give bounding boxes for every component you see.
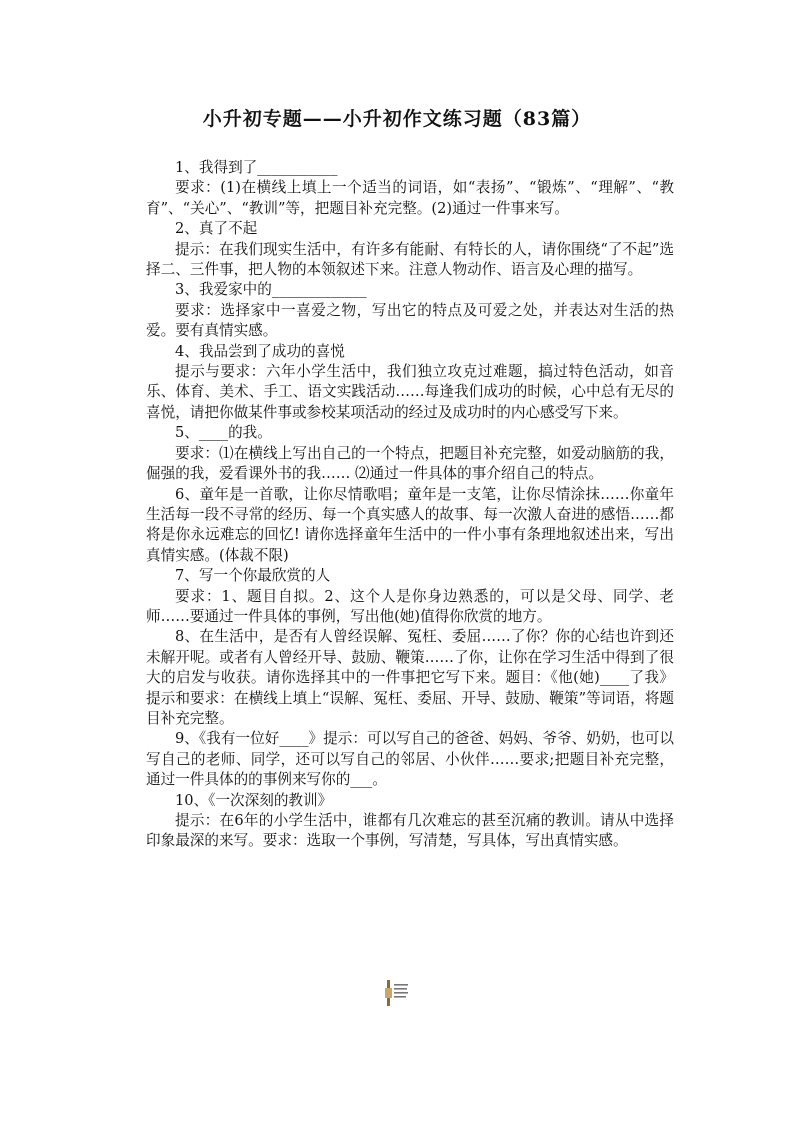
item-8 — [146, 627, 674, 729]
item-text: 要求：选择家中一喜爱之物，写出它的特点及可爱之处，并表达对生活的热爱。要有真情实感。 — [146, 301, 674, 340]
document-title: 小升初专题——小升初作文练习题（83篇） — [202, 108, 592, 130]
item-text: 要求：1、题目自拟。2、这个人是你身边熟悉的，可以是父母、同学、老师……要通过一件具体的事例，写出他(她)值得你欣赏的地方。 — [146, 587, 674, 625]
item-1 — [146, 158, 674, 219]
item-text: 要求：⑴在横线上写出自己的一个特点，把题目补充完整，如爱动脑筋的我，倔强的我，爱看课外书的我…… ⑵通过一件具体的事介绍自己的特点。 — [146, 444, 674, 483]
item-text: 要求：(1)在横线上填上一个适当的词语，如“表扬”、“锻炼”、“理解”、“教育”、“关心”、“教训”等，把题目补充完整。(2)通过一件事来写。 — [146, 179, 674, 217]
item-heading: 3、我爱家中的_____________ — [175, 281, 367, 299]
item-4 — [146, 342, 674, 424]
item-9 — [146, 729, 674, 790]
item-3 — [146, 280, 674, 341]
item-6 — [146, 485, 674, 567]
item-text: 9、《我有一位好____》提示：可以写自己的爸爸、妈妈、爷爷、奶奶，也可以写自己的老师、同学，还可以写自己的邻居、小伙伴……要求;把题目补充完整，通过一件具体的的事例来写你的___。 — [146, 730, 674, 789]
item-heading: 5、____的我。 — [175, 424, 272, 442]
item-text: 8、在生活中，是否有人曾经误解、冤枉、委屈……了你？你的心结也许到还未解开呢。或者有人曾经开导、鼓励、鞭策……了你，让你在学习生活中得到了很大的启发与收获。请你选择其中的一件事把它写下来。题目：《他(她)____了我》 提示和要求：在横线上填上“误解、冤枉、委屈、开导、鼓励、鞭策”等词语，将题目补充完整。 — [146, 628, 674, 727]
document-body — [146, 158, 674, 852]
item-2 — [146, 219, 674, 280]
item-7 — [146, 566, 674, 627]
item-10 — [146, 791, 674, 852]
item-heading: 1、我得到了___________ — [175, 159, 338, 176]
item-heading: 7、写一个你最欣赏的人 — [175, 567, 331, 585]
watermark-logo-icon — [382, 978, 410, 1008]
item-text: 提示与要求：六年小学生活中，我们独立攻克过难题，搞过特色活动，如音乐、体育、美术、手工、语文实践活动……每逢我们成功的时候，心中总有无尽的喜悦，请把你做某件事或参校某项活动的经过及成功时的内心感受写下来。 — [146, 363, 674, 421]
item-heading: 2、真了不起 — [175, 220, 258, 238]
item-heading: 4、我品尝到了成功的喜悦 — [175, 342, 345, 360]
item-5 — [146, 423, 674, 484]
item-text: 提示：在我们现实生活中，有许多有能耐、有特长的人，请你围绕“了不起”选择二、三件事，把人物的本领叙述下来。注意人物动作、语言及心理的描写。 — [146, 240, 674, 279]
item-heading: 10、《一次深刻的教训》 — [175, 791, 333, 809]
item-text: 提示：在6年的小学生活中，谁都有几次难忘的甚至沉痛的教训。请从中选择印象最深的来写。要求：选取一个事例，写清楚，写具体，写出真情实感。 — [146, 812, 674, 850]
item-text: 6、童年是一首歌，让你尽情歌唱；童年是一支笔，让你尽情涂抹……你童年生活每一段不寻常的经历、每一个真实感人的故事、每一次激人奋进的感悟……都将是你永远难忘的回忆! 请你选择童年生活中的一件小事有条理地叙述出来，写出真情实感。(体裁不限) — [146, 485, 674, 564]
